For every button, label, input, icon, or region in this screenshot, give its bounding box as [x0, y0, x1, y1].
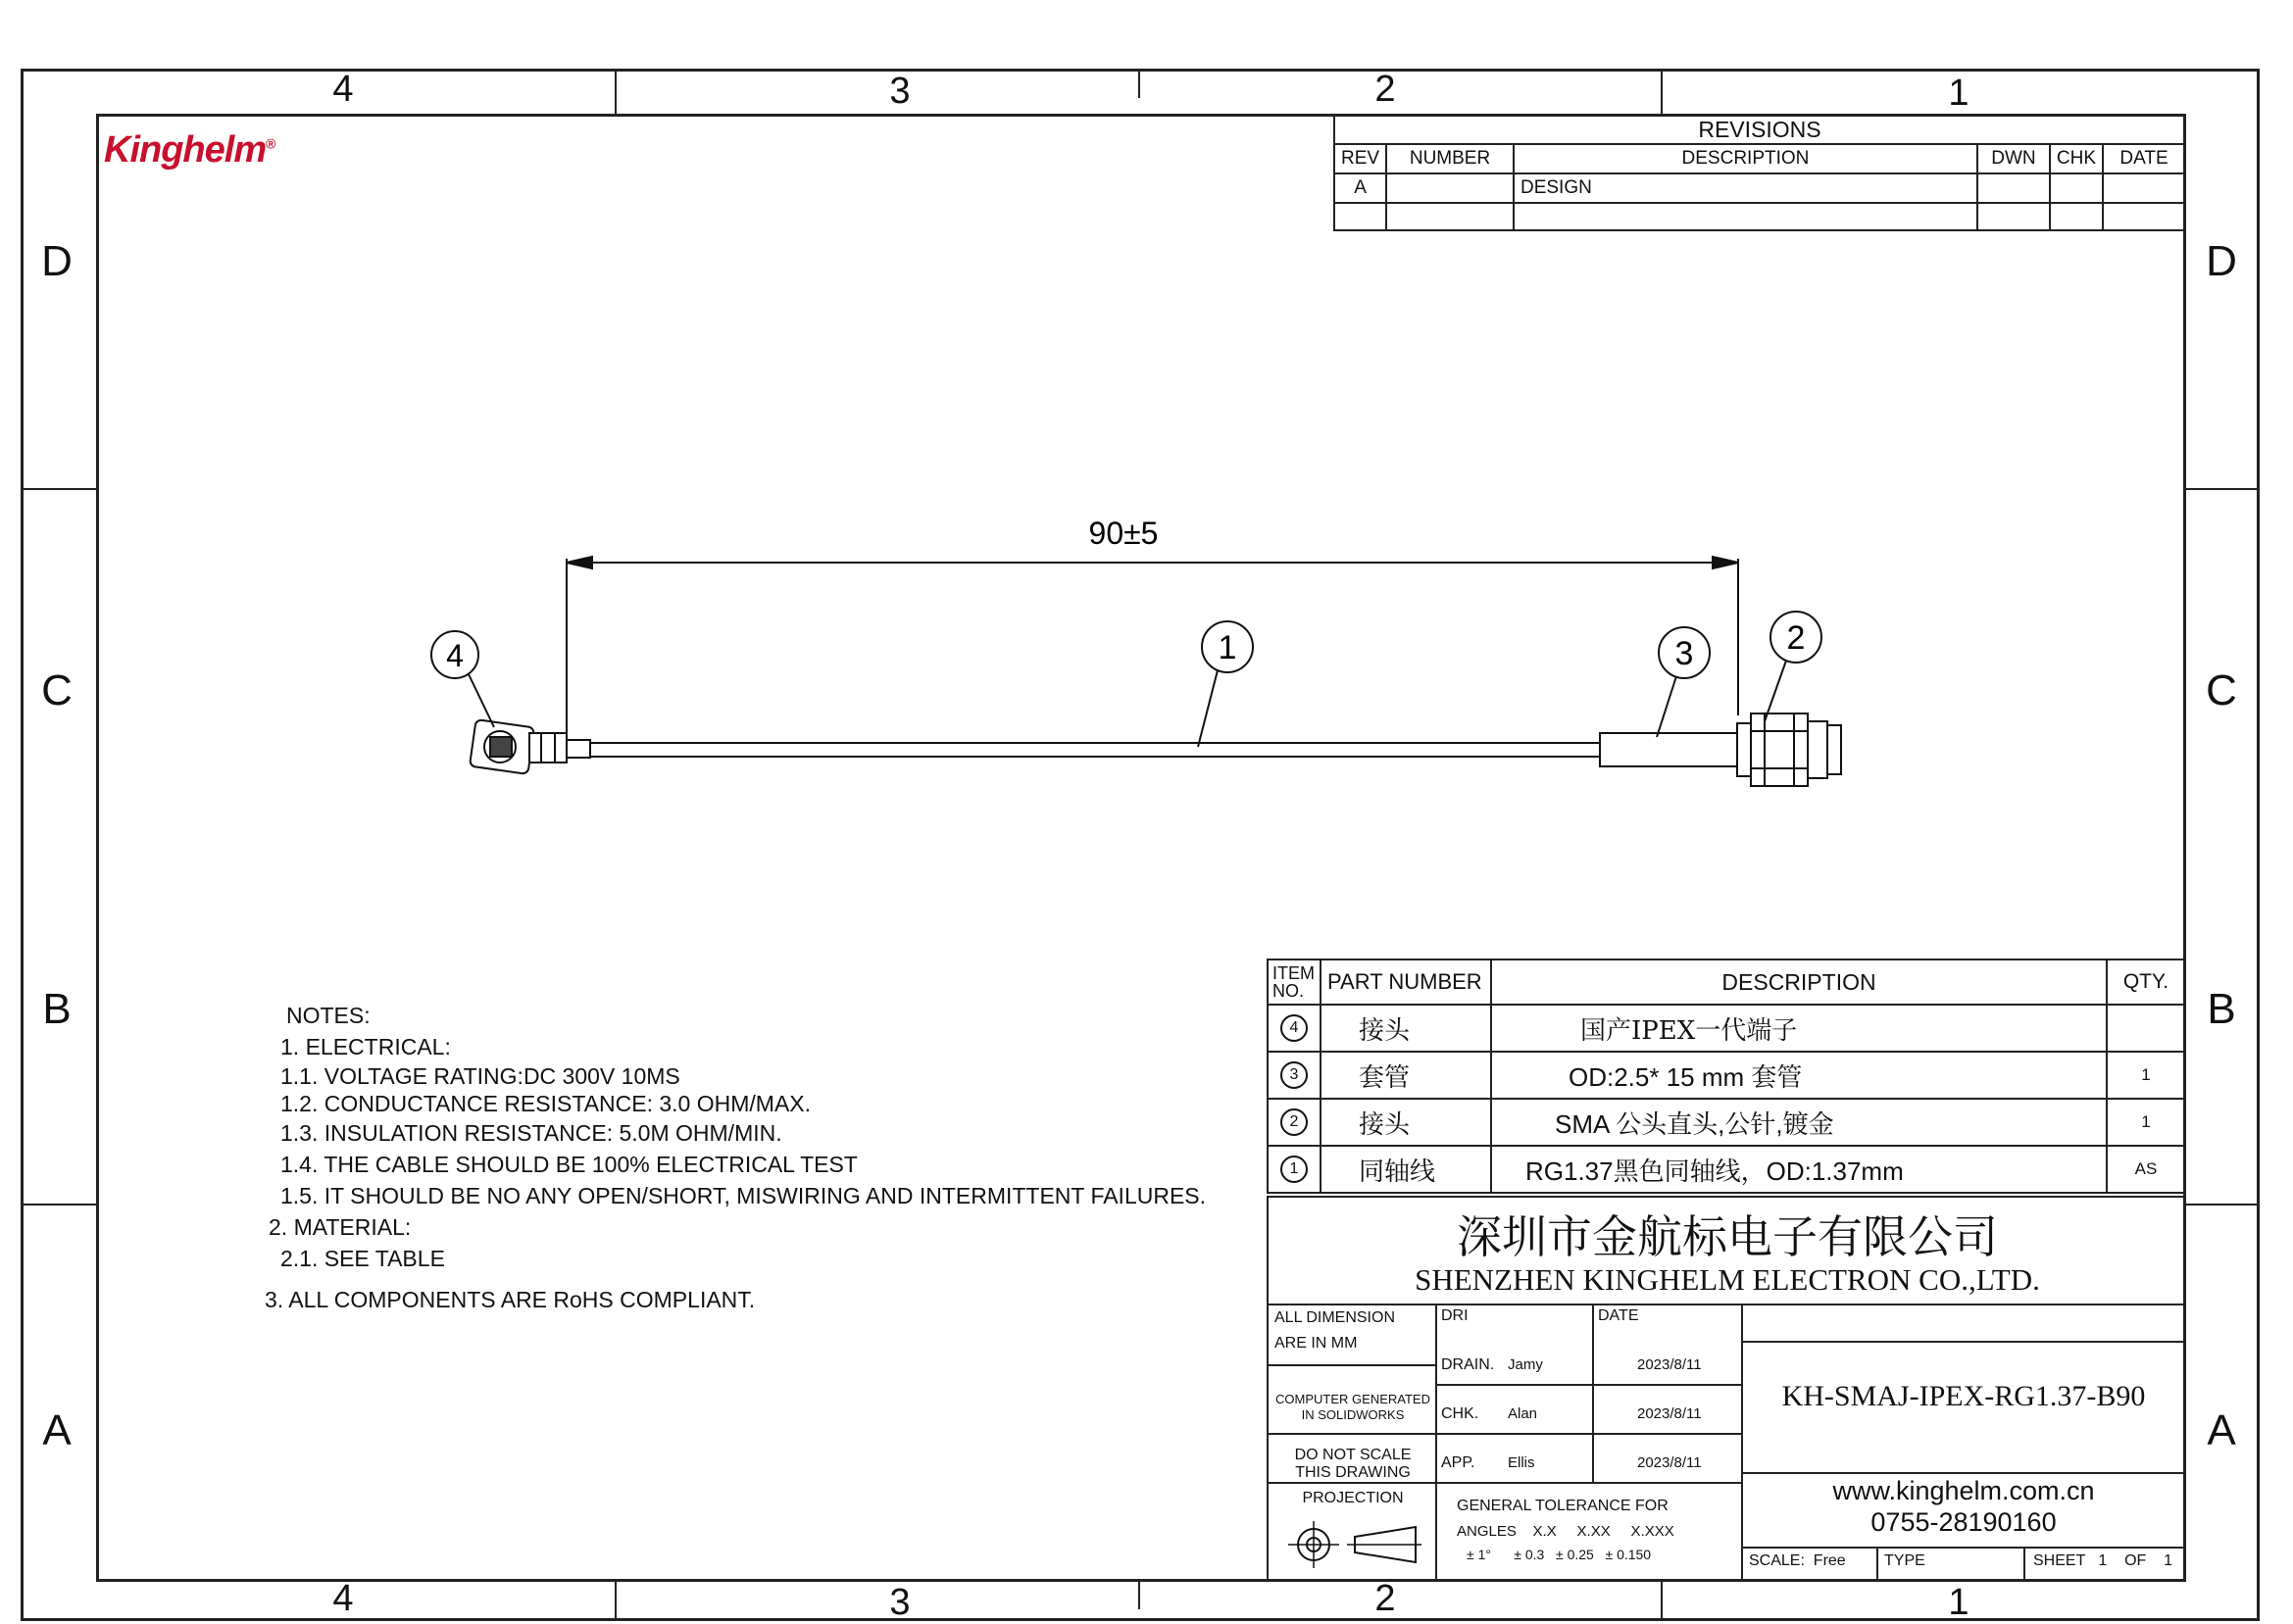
description-cell: DESIGN: [1514, 173, 1977, 203]
part-number-title: KH-SMAJ-IPEX-RG1.37-B90: [1781, 1380, 2146, 1412]
chk-date: 2023/8/11: [1637, 1405, 1702, 1422]
zone-row-a: A: [2207, 1406, 2236, 1454]
company-name-en: SHENZHEN KINGHELM ELECTRON CO.,LTD.: [1415, 1262, 2040, 1297]
note-line: 1.5. IT SHOULD BE NO ANY OPEN/SHORT, MISWIRING AND INTERMITTENT FAILURES.: [280, 1183, 1207, 1208]
tolerance-headers: ANGLES X.X X.XX X.XXX: [1457, 1523, 1674, 1540]
part-cell: 套管: [1321, 1052, 1491, 1099]
divider: [1592, 1304, 1594, 1482]
dri-label: DRI: [1441, 1307, 1469, 1324]
notes-heading: NOTES:: [286, 1003, 371, 1028]
note-line: 1.2. CONDUCTANCE RESISTANCE: 3.0 OHM/MAX.: [280, 1091, 812, 1116]
are-in-mm-label: ARE IN MM: [1274, 1335, 1358, 1352]
date-header: DATE: [2103, 144, 2185, 173]
number-header: NUMBER: [1386, 144, 1514, 173]
dimension-line: [567, 557, 1738, 745]
divider: [1269, 1364, 1435, 1366]
zone-row-c: C: [41, 666, 73, 714]
item-badge: 3: [1280, 1061, 1308, 1089]
description-header: DESCRIPTION: [1514, 144, 1977, 173]
logo-text: Kinghelm: [104, 129, 267, 171]
note-line: 1. ELECTRICAL:: [280, 1034, 451, 1059]
chk-name: Alan: [1508, 1405, 1538, 1422]
divider: [1741, 1472, 2186, 1474]
chk-header: CHK: [2050, 144, 2103, 173]
zone-col-1: 1: [1948, 1582, 1969, 1623]
drain-label: DRAIN.: [1441, 1356, 1495, 1373]
divider: [1435, 1304, 1437, 1582]
balloon-4-label: 4: [446, 638, 464, 673]
divider: [1435, 1384, 1741, 1386]
zone-row-b: B: [42, 985, 72, 1033]
zone-row-c: C: [2206, 666, 2237, 714]
zone-col-4: 4: [332, 69, 354, 110]
bom-row: [1268, 1005, 2185, 1052]
desc-cell: RG1.37黑色同轴线，OD:1.37mm: [1491, 1146, 2107, 1193]
type-cell: TYPE: [1884, 1552, 1925, 1569]
part-cell: 接头: [1321, 1099, 1491, 1146]
divider: [1741, 1547, 2186, 1549]
desc-cell: SMA 公头直头,公针,镀金: [1491, 1099, 2107, 1146]
tolerance-values: ± 1° ± 0.3 ± 0.25 ± 0.150: [1467, 1547, 1652, 1562]
app-label: APP.: [1441, 1454, 1475, 1471]
chk-label: CHK.: [1441, 1405, 1479, 1422]
divider: [1269, 1482, 1741, 1484]
this-drawing-label: THIS DRAWING: [1295, 1464, 1411, 1481]
part-number-header: PART NUMBER: [1321, 960, 1491, 1005]
note-line: 1.3. INSULATION RESISTANCE: 5.0M OHM/MIN.: [280, 1120, 782, 1146]
zone-col-3: 3: [889, 1582, 911, 1623]
qty-cell: 1: [2107, 1052, 2185, 1099]
dwn-header: DWN: [1977, 144, 2050, 173]
description-header: DESCRIPTION: [1491, 960, 2107, 1005]
app-name: Ellis: [1508, 1454, 1535, 1471]
website-text: www.kinghelm.com.cn: [1832, 1476, 2095, 1505]
drain-name: Jamy: [1508, 1356, 1543, 1373]
item-no-header: ITEM NO.: [1268, 960, 1321, 1005]
in-solidworks-label: IN SOLIDWORKS: [1301, 1407, 1405, 1422]
zone-col-2: 2: [1374, 1578, 1396, 1619]
note-line: 2. MATERIAL:: [269, 1214, 412, 1240]
divider: [1741, 1341, 2186, 1343]
desc-cell: OD:2.5* 15 mm 套管: [1491, 1052, 2107, 1099]
balloon-1-label: 1: [1218, 629, 1237, 666]
bom-row: [1268, 1099, 2185, 1146]
item-badge: 4: [1280, 1014, 1308, 1042]
third-angle-projection-icon: [1278, 1517, 1425, 1572]
app-date: 2023/8/11: [1637, 1454, 1702, 1471]
scale-cell: SCALE: Free: [1749, 1552, 1846, 1569]
item-badge: 1: [1280, 1156, 1308, 1183]
sheet-cell: SHEET 1 OF 1: [2033, 1552, 2172, 1569]
heat-shrink-sleeve: [1600, 733, 1737, 766]
do-not-scale-label: DO NOT SCALE: [1294, 1447, 1412, 1463]
divider: [2023, 1547, 2025, 1582]
coax-cable: [590, 743, 1600, 757]
phone-text: 0755-28190160: [1870, 1507, 2057, 1537]
zone-row-d: D: [41, 237, 73, 285]
divider: [1741, 1304, 1743, 1582]
registered-mark: ®: [266, 135, 275, 152]
revisions-title: REVISIONS: [1334, 115, 2185, 144]
bom-row: [1268, 1146, 2185, 1193]
note-line: 2.1. SEE TABLE: [280, 1246, 445, 1271]
zone-col-2: 2: [1374, 69, 1396, 110]
rev-cell: A: [1334, 173, 1386, 203]
computer-generated-label: COMPUTER GENERATED: [1275, 1392, 1430, 1406]
all-dimension-label: ALL DIMENSION: [1274, 1309, 1395, 1326]
rev-header: REV: [1334, 144, 1386, 173]
divider: [1435, 1433, 1741, 1435]
part-cell: 接头: [1321, 1005, 1491, 1052]
desc-cell: 国产IPEX一代端子: [1491, 1005, 2107, 1052]
qty-cell: 1: [2107, 1099, 2185, 1146]
note-line: 1.4. THE CABLE SHOULD BE 100% ELECTRICAL TEST: [280, 1152, 858, 1177]
sma-connector: [1737, 714, 1841, 786]
qty-cell: AS: [2107, 1146, 2185, 1193]
zone-col-3: 3: [889, 71, 911, 112]
part-cell: 同轴线: [1321, 1146, 1491, 1193]
bom-table: [1267, 959, 2186, 1194]
balloon-2-label: 2: [1786, 619, 1806, 657]
divider: [1269, 1304, 2186, 1305]
title-block: [1267, 1196, 2186, 1582]
note-line: 3. ALL COMPONENTS ARE RoHS COMPLIANT.: [265, 1287, 756, 1312]
projection-label: PROJECTION: [1302, 1490, 1404, 1506]
item-badge: 2: [1280, 1108, 1308, 1136]
bom-row: [1268, 1052, 2185, 1099]
dimension-label: 90±5: [1088, 516, 1159, 551]
drain-date: 2023/8/11: [1637, 1356, 1702, 1373]
zone-row-d: D: [2206, 237, 2237, 285]
qty-cell: [2107, 1005, 2185, 1052]
note-line: 1.1. VOLTAGE RATING:DC 300V 10MS: [280, 1063, 680, 1089]
date-label: DATE: [1598, 1307, 1639, 1324]
company-name-cn: 深圳市金航标电子有限公司: [1457, 1210, 1998, 1263]
zone-col-1: 1: [1948, 73, 1969, 114]
ipex-connector: [470, 719, 590, 774]
notes-block: [265, 1000, 1206, 1315]
zone-row-a: A: [42, 1406, 72, 1454]
tolerance-title: GENERAL TOLERANCE FOR: [1457, 1498, 1669, 1514]
qty-header: QTY.: [2107, 960, 2185, 1005]
zone-row-b: B: [2207, 985, 2236, 1033]
balloon-3-label: 3: [1674, 635, 1694, 672]
zone-col-4: 4: [332, 1578, 354, 1619]
divider: [1876, 1547, 1878, 1582]
